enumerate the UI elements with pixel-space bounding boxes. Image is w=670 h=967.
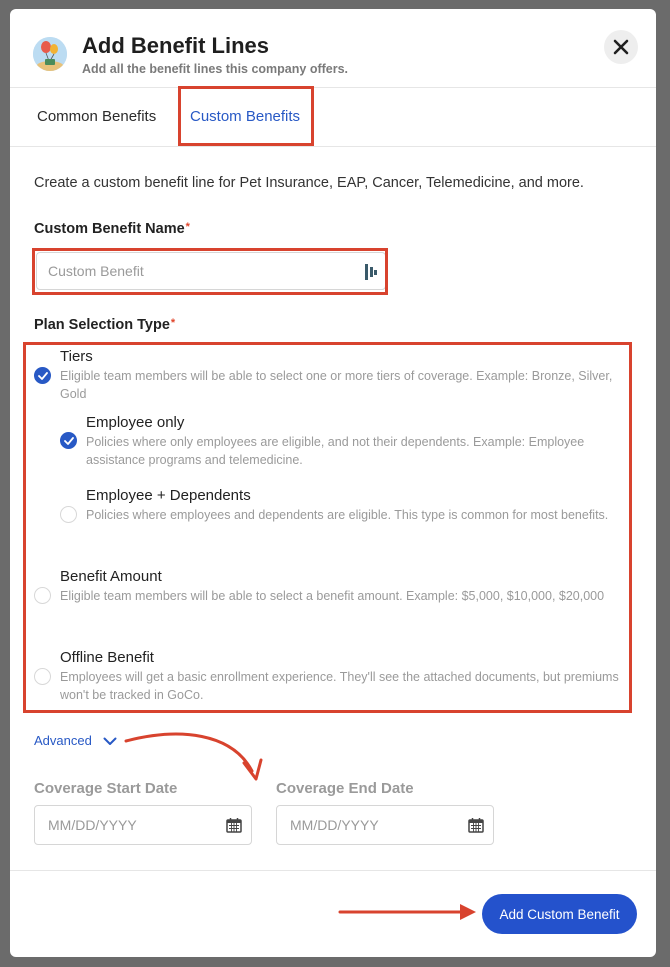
option-description: Eligible team members will be able to select one or more tiers of coverage. Example: Bronze, Silver, Gold	[60, 369, 613, 401]
option-title: Employee + Dependents	[86, 487, 251, 504]
annotation-arrow-curved	[120, 727, 270, 787]
password-manager-icon[interactable]	[365, 264, 377, 280]
employee-only-radio[interactable]	[60, 432, 77, 449]
benefit-amount-radio[interactable]	[34, 587, 51, 604]
modal-header	[10, 9, 656, 88]
benefit-name-field	[36, 252, 386, 290]
option-title: Tiers	[60, 348, 93, 365]
option-description: Employees will get a basic enrollment experience. They'll see the attached documents, but premiums won't be tracked in GoCo.	[60, 670, 619, 702]
coverage-end-label: Coverage End Date	[276, 780, 414, 797]
offline-benefit-radio[interactable]	[34, 668, 51, 685]
option-description: Eligible team members will be able to select a benefit amount. Example: $5,000, $10,000, $20,000	[60, 589, 605, 603]
chevron-down-icon	[103, 737, 117, 746]
coverage-start-label: Coverage Start Date	[34, 780, 178, 797]
footer-divider	[10, 870, 656, 871]
checkmark-icon	[38, 372, 48, 380]
add-custom-benefit-button[interactable]: Add Custom Benefit	[482, 894, 637, 934]
checkmark-icon	[64, 437, 74, 445]
coverage-start-field	[34, 805, 252, 845]
intro-text: Create a custom benefit line for Pet Insurance, EAP, Cancer, Telemedicine, and more.	[34, 175, 584, 191]
plan-selection-label	[34, 317, 175, 333]
benefit-name-label	[34, 221, 190, 237]
calendar-icon[interactable]	[468, 817, 484, 833]
plan-selection-label-text: Plan Selection Type	[34, 317, 170, 333]
option-tiers	[60, 348, 626, 403]
advanced-label: Advanced	[34, 733, 92, 748]
close-icon	[613, 39, 629, 55]
option-description: Policies where only employees are eligible, and not their dependents. Example: Employee assistance programs and telemedicine.	[86, 435, 585, 467]
modal-title: Add Benefit Lines	[82, 33, 270, 58]
close-button[interactable]	[604, 30, 638, 64]
add-benefit-lines-modal	[10, 9, 656, 957]
balloon-logo-icon	[33, 37, 67, 71]
option-description: Policies where employees and dependents are eligible. This type is common for most benefits.	[86, 508, 609, 522]
employee-dependents-radio[interactable]	[60, 506, 77, 523]
annotation-arrow-right	[336, 902, 482, 922]
calendar-icon[interactable]	[226, 817, 242, 833]
option-benefit-amount	[60, 568, 626, 605]
tab-common-benefits[interactable]: Common Benefits	[37, 108, 157, 125]
coverage-start-input[interactable]	[35, 806, 218, 844]
option-title: Employee only	[86, 414, 185, 431]
coverage-end-field	[276, 805, 494, 845]
option-employee-only	[86, 414, 632, 469]
tiers-radio[interactable]	[34, 367, 51, 384]
modal-subtitle: Add all the benefit lines this company offers.	[82, 62, 349, 76]
option-title: Benefit Amount	[60, 568, 162, 585]
benefit-name-label-text: Custom Benefit Name	[34, 221, 185, 237]
tab-custom-benefits[interactable]: Custom Benefits	[190, 108, 301, 125]
coverage-end-input[interactable]	[277, 806, 460, 844]
benefit-tabs	[10, 88, 656, 147]
option-employee-dependents	[86, 487, 626, 524]
advanced-toggle[interactable]	[34, 733, 117, 748]
active-tab-indicator	[186, 144, 304, 146]
required-mark: *	[185, 221, 190, 233]
required-mark: *	[170, 317, 176, 329]
option-title: Offline Benefit	[60, 649, 154, 666]
option-offline-benefit	[60, 649, 626, 704]
benefit-name-input[interactable]	[37, 253, 348, 289]
